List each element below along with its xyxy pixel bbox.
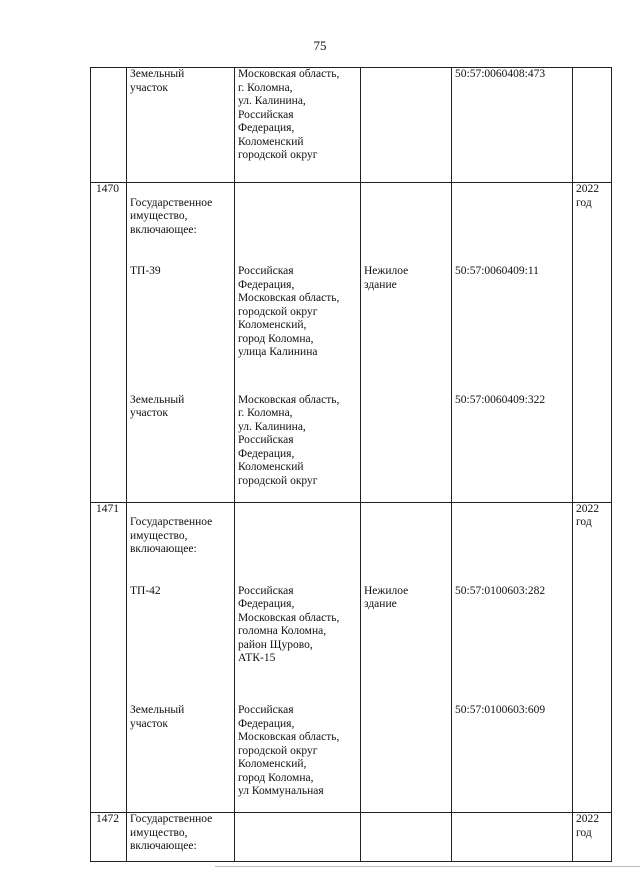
property-address: Российская Федерация, Московская область, городской округ Коломенский, город Коломна, улица Калинина — [238, 265, 340, 358]
year — [573, 68, 612, 183]
property-purpose — [361, 68, 452, 183]
property-name: Земельный участок — [127, 68, 235, 183]
property-address — [235, 813, 361, 862]
page-bottom-edge — [215, 866, 640, 867]
entry-number: 1472 — [91, 813, 127, 862]
property-name: Земельный участок — [130, 393, 185, 419]
table-row — [91, 68, 612, 183]
entry-number: 1470 — [91, 183, 127, 503]
parent-description: Государственное имущество, включающее: — [127, 813, 235, 862]
purpose-cell — [361, 183, 452, 503]
cadastral-number: 50:57:0100603:282 — [455, 584, 546, 597]
cadastral-number — [452, 813, 573, 862]
purpose-cell — [361, 502, 452, 813]
cadastral-number: 50:57:0100603:609 — [455, 704, 546, 716]
property-name: Земельный участок — [130, 704, 185, 730]
cadastral-number: 50:57:0060409:322 — [455, 393, 546, 406]
property-address: Российская Федерация, Московская область, городской округ Коломенский, город Коломна, ул Коммунальная — [238, 704, 340, 797]
property-name: ТП-39 — [130, 265, 161, 277]
property-address: Российская Федерация, Московская область, голомна Коломна, район Щурово, АТК-15 — [238, 584, 340, 664]
address-cell — [235, 183, 361, 503]
cadastral-number: 50:57:0060408:473 — [452, 68, 573, 183]
property-purpose: Нежилое здание — [364, 265, 409, 291]
year: 2022 год — [573, 183, 612, 503]
property-address: Московская область, г. Коломна, ул. Калинина, Российская Федерация, Коломенский городской округ — [238, 393, 340, 487]
parent-description: Государственное имущество, включающее: — [130, 196, 213, 236]
table-row — [91, 183, 612, 503]
cadastral-number: 50:57:0060409:11 — [455, 265, 539, 277]
name-cell — [127, 183, 235, 503]
parent-description: Государственное имущество, включающее: — [130, 516, 213, 555]
table-row — [91, 813, 612, 862]
table-row — [91, 502, 612, 813]
property-address: Московская область, г. Коломна, ул. Калинина, Российская Федерация, Коломенский городской округ — [235, 68, 361, 183]
cadastral-cell — [452, 502, 573, 813]
cadastral-cell — [452, 183, 573, 503]
property-purpose: Нежилое здание — [364, 584, 409, 610]
address-cell — [235, 502, 361, 813]
year: 2022 год — [573, 502, 612, 813]
entry-number — [91, 68, 127, 183]
property-purpose — [361, 813, 452, 862]
name-cell — [127, 502, 235, 813]
property-name: ТП-42 — [130, 584, 161, 597]
property-register-table — [90, 67, 612, 862]
entry-number: 1471 — [91, 502, 127, 813]
page-number: 75 — [313, 38, 327, 53]
year: 2022 год — [573, 813, 612, 862]
